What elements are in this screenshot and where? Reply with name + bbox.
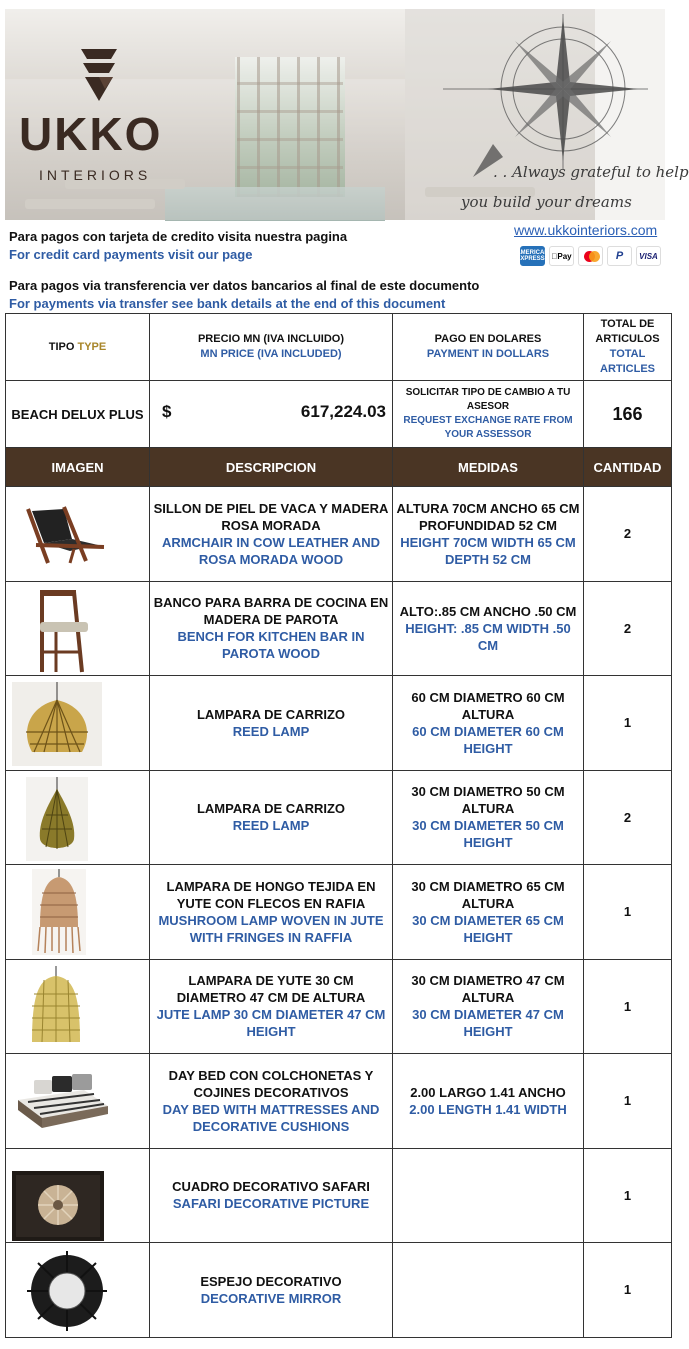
apple-pay-label: Pay <box>554 251 569 261</box>
item-row <box>6 770 672 865</box>
decorative-mirror-icon <box>22 1251 112 1331</box>
header-banner <box>5 9 689 220</box>
logo-mark-icon <box>77 49 121 101</box>
item-measures <box>393 676 584 771</box>
item-desc-es: SILLON DE PIEL DE VACA Y MADERA ROSA MORADA <box>153 500 389 533</box>
item-meas-en: HEIGHT 70CM WIDTH 65 CM DEPTH 52 CM <box>400 534 576 567</box>
item-image <box>6 865 150 960</box>
item-meas-en: 2.00 LENGTH 1.41 WIDTH <box>409 1101 567 1117</box>
item-quantity: 2 <box>584 581 672 676</box>
brand-name: UKKO <box>19 108 163 160</box>
bar-stool-icon <box>30 588 94 674</box>
item-meas-es: 30 CM DIAMETRO 47 CM ALTURA <box>411 973 565 1006</box>
item-image <box>6 487 150 582</box>
website-link[interactable]: www.ukkointeriors.com <box>514 222 658 238</box>
payment-card-logos <box>516 246 661 266</box>
item-quantity: 1 <box>584 865 672 960</box>
item-desc-en: JUTE LAMP 30 CM DIAMETER 47 CM HEIGHT <box>156 1007 386 1040</box>
item-description <box>150 487 393 582</box>
item-quantity: 1 <box>584 1148 672 1243</box>
type-header-en: TYPE <box>77 340 107 353</box>
tagline-line1: . . Always grateful to help <box>493 163 689 181</box>
item-quantity: 1 <box>584 959 672 1054</box>
exchange-rate-en: REQUEST EXCHANGE RATE FROM YOUR ASSESSOR <box>403 415 573 440</box>
item-row <box>6 959 672 1054</box>
item-desc-es: LAMPARA DE CARRIZO <box>196 801 346 817</box>
visa-card-icon: VISA <box>636 246 661 266</box>
items-header-row <box>6 448 672 487</box>
armchair-icon <box>14 505 106 565</box>
type-header-es: TIPO <box>48 340 75 353</box>
item-desc-es: BANCO PARA BARRA DE COCINA EN MADERA DE PAROTA <box>153 595 389 628</box>
apple-pay-icon <box>549 246 574 266</box>
item-meas-es: 60 CM DIAMETRO 60 CM ALTURA <box>411 689 565 722</box>
item-row <box>6 865 672 960</box>
mastercard-icon <box>578 246 603 266</box>
item-description <box>150 676 393 771</box>
reed-lamp-drop-icon <box>26 777 88 861</box>
item-desc-es: CUADRO DECORATIVO SAFARI <box>172 1179 370 1195</box>
type-header <box>6 314 150 381</box>
item-desc-en: REED LAMP <box>232 723 310 739</box>
reed-lamp-wide-icon <box>12 682 102 766</box>
item-row <box>6 1054 672 1149</box>
item-meas-es: ALTURA 70CM ANCHO 65 CM PROFUNDIDAD 52 CM <box>396 500 580 533</box>
quote-table <box>5 313 672 1338</box>
card-payment-text-es: Para pagos con tarjeta de credito visita nuestra pagina <box>9 229 348 244</box>
item-meas-en: 30 CM DIAMETER 50 CM HEIGHT <box>412 818 564 851</box>
jute-lamp-icon <box>26 966 86 1050</box>
item-description <box>150 865 393 960</box>
image-column-header: IMAGEN <box>6 448 150 487</box>
item-desc-es: LAMPARA DE CARRIZO <box>196 706 346 722</box>
item-quantity: 1 <box>584 676 672 771</box>
brand-subtitle: INTERIORS <box>39 167 152 183</box>
day-bed-icon <box>14 1070 110 1134</box>
item-meas-en: 30 CM DIAMETER 47 CM HEIGHT <box>412 1007 564 1040</box>
item-meas-es: 2.00 LARGO 1.41 ANCHO <box>410 1084 566 1100</box>
item-image <box>6 1054 150 1149</box>
dollar-header-es: PAGO EN DOLARES <box>434 333 542 345</box>
item-description <box>150 1054 393 1149</box>
item-image <box>6 1148 150 1243</box>
item-measures <box>393 1054 584 1149</box>
dollar-header-en: PAYMENT IN DOLLARS <box>426 348 550 360</box>
safari-picture-icon <box>12 1171 104 1241</box>
item-meas-es: 30 CM DIAMETRO 50 CM ALTURA <box>411 784 565 817</box>
quantity-column-header: CANTIDAD <box>584 448 672 487</box>
exchange-rate-es: SOLICITAR TIPO DE CAMBIO A TU ASESOR <box>405 387 571 412</box>
item-measures <box>393 1148 584 1243</box>
item-row <box>6 1243 672 1338</box>
item-desc-en: BENCH FOR KITCHEN BAR IN PAROTA WOOD <box>177 629 365 662</box>
paypal-icon: P <box>607 246 632 266</box>
amex-card-icon: AMERICAN EXPRESS <box>520 246 545 266</box>
price-amount: 617,224.03 <box>300 402 386 421</box>
item-meas-es: ALTO:.85 CM ANCHO .50 CM <box>399 603 577 619</box>
package-type: BEACH DELUX PLUS <box>6 381 150 448</box>
item-description <box>150 770 393 865</box>
card-payment-text-en: For credit card payments visit our page <box>9 247 253 262</box>
item-desc-es: ESPEJO DECORATIVO <box>200 1273 342 1289</box>
item-description <box>150 581 393 676</box>
item-image <box>6 959 150 1054</box>
dollar-header <box>393 314 584 381</box>
item-description <box>150 1148 393 1243</box>
item-measures <box>393 959 584 1054</box>
mushroom-lamp-icon <box>32 869 86 955</box>
item-measures <box>393 770 584 865</box>
measures-column-header: MEDIDAS <box>393 448 584 487</box>
item-description <box>150 959 393 1054</box>
item-meas-en: HEIGHT: .85 CM WIDTH .50 CM <box>405 620 571 653</box>
item-meas-es: 30 CM DIAMETRO 65 CM ALTURA <box>411 878 565 911</box>
summary-header-row <box>6 314 672 381</box>
item-quantity: 1 <box>584 1054 672 1149</box>
item-quantity: 2 <box>584 487 672 582</box>
total-header-en: TOTAL ARTICLES <box>600 348 655 375</box>
price-header-es: PRECIO MN (IVA INCLUIDO) <box>197 333 345 345</box>
item-measures <box>393 581 584 676</box>
item-quantity: 2 <box>584 770 672 865</box>
tagline-line2: you build your dreams <box>461 193 632 211</box>
item-image <box>6 770 150 865</box>
item-image <box>6 581 150 676</box>
item-row <box>6 1148 672 1243</box>
item-desc-es: DAY BED CON COLCHONETAS Y COJINES DECORATIVOS <box>168 1067 374 1100</box>
package-price <box>150 381 393 448</box>
exchange-rate-note <box>393 381 584 448</box>
item-image <box>6 1243 150 1338</box>
item-desc-en: ARMCHAIR IN COW LEATHER AND ROSA MORADA WOOD <box>161 534 381 567</box>
price-currency: $ <box>162 402 172 421</box>
item-desc-es: LAMPARA DE YUTE 30 CM DIAMETRO 47 CM DE ALTURA <box>176 973 366 1006</box>
item-desc-en: REED LAMP <box>232 818 310 834</box>
price-header-en: MN PRICE (IVA INCLUDED) <box>200 348 342 360</box>
item-row <box>6 487 672 582</box>
item-meas-en: 60 CM DIAMETER 60 CM HEIGHT <box>412 723 564 756</box>
total-articles: 166 <box>584 381 672 448</box>
transfer-text-es: Para pagos via transferencia ver datos bancarios al final de este documento <box>9 278 480 293</box>
item-description <box>150 1243 393 1338</box>
total-header <box>584 314 672 381</box>
price-header <box>150 314 393 381</box>
item-meas-en: 30 CM DIAMETER 65 CM HEIGHT <box>412 912 564 945</box>
item-measures <box>393 487 584 582</box>
item-row <box>6 581 672 676</box>
total-header-es: TOTAL DE ARTICULOS <box>595 318 660 345</box>
item-desc-es: LAMPARA DE HONGO TEJIDA EN YUTE CON FLECOS EN RAFIA <box>166 878 376 911</box>
item-row <box>6 676 672 771</box>
item-desc-en: DAY BED WITH MATTRESSES AND DECORATIVE CUSHIONS <box>162 1101 380 1134</box>
item-measures <box>393 865 584 960</box>
item-desc-en: MUSHROOM LAMP WOVEN IN JUTE WITH FRINGES IN RAFFIA <box>158 912 384 945</box>
description-column-header: DESCRIPCION <box>150 448 393 487</box>
item-quantity: 1 <box>584 1243 672 1338</box>
item-image <box>6 676 150 771</box>
item-desc-en: DECORATIVE MIRROR <box>200 1290 342 1306</box>
summary-row <box>6 381 672 448</box>
item-desc-en: SAFARI DECORATIVE PICTURE <box>172 1196 370 1212</box>
transfer-text-en: For payments via transfer see bank details at the end of this document <box>9 296 446 311</box>
item-measures <box>393 1243 584 1338</box>
